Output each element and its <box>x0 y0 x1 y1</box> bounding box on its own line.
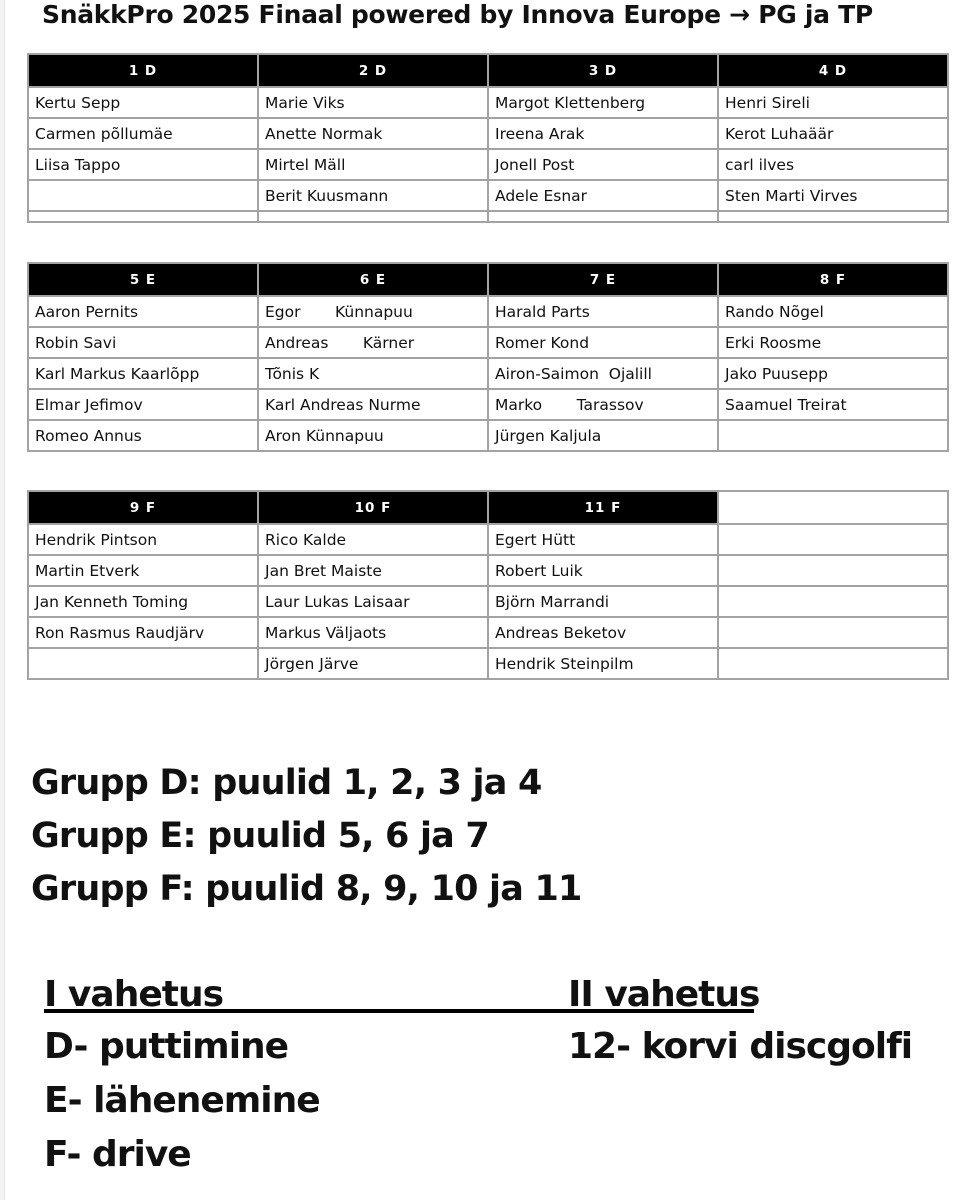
player-cell: Laur Lukas Laisaar <box>258 586 488 617</box>
player-cell: Ron Rasmus Raudjärv <box>28 617 258 648</box>
table-row <box>28 149 948 180</box>
player-cell: Berit Kuusmann <box>258 180 488 211</box>
pool-header: 11 F <box>488 491 718 524</box>
player-cell: Romer Kond <box>488 327 718 358</box>
first-shift-item-f: F- drive <box>44 1134 191 1175</box>
pool-header: 6 E <box>258 263 488 296</box>
table-row <box>28 586 948 617</box>
player-cell: Saamuel Treirat <box>718 389 948 420</box>
player-cell: Martin Etverk <box>28 555 258 586</box>
player-cell: Kertu Sepp <box>28 87 258 118</box>
group-e-line: Grupp E: puulid 5, 6 ja 7 <box>31 816 489 856</box>
table-row <box>28 118 948 149</box>
player-cell: Karl Andreas Nurme <box>258 389 488 420</box>
table-row <box>28 555 948 586</box>
player-cell: Hendrik Steinpilm <box>488 648 718 679</box>
pool-header: 1 D <box>28 54 258 87</box>
table-header-row <box>28 54 948 87</box>
table-row <box>28 389 948 420</box>
first-shift-heading: I vahetus <box>44 974 223 1015</box>
table-row <box>28 327 948 358</box>
pool-header: 4 D <box>718 54 948 87</box>
pool-table-d <box>27 53 949 223</box>
player-cell: Airon-Saimon Ojalill <box>488 358 718 389</box>
table-row <box>28 648 948 679</box>
first-shift <box>44 970 320 1182</box>
first-shift-item-e: E- lähenemine <box>44 1080 320 1121</box>
empty-cell <box>258 211 488 222</box>
pool-header: 9 F <box>28 491 258 524</box>
player-cell <box>718 420 948 451</box>
player-cell: Jan Bret Maiste <box>258 555 488 586</box>
pool-header <box>718 491 948 524</box>
player-cell: Carmen põllumäe <box>28 118 258 149</box>
table-row <box>28 617 948 648</box>
player-cell: Anette Normak <box>258 118 488 149</box>
table-row-empty <box>28 211 948 222</box>
empty-cell <box>28 211 258 222</box>
table-row <box>28 180 948 211</box>
player-cell: Adele Esnar <box>488 180 718 211</box>
table-header-row <box>28 491 948 524</box>
player-cell: Karl Markus Kaarlõpp <box>28 358 258 389</box>
player-cell: Erki Roosme <box>718 327 948 358</box>
player-cell: Harald Parts <box>488 296 718 327</box>
player-cell: Marko Tarassov <box>488 389 718 420</box>
player-cell: Marie Viks <box>258 87 488 118</box>
player-cell <box>718 586 948 617</box>
player-cell: Robert Luik <box>488 555 718 586</box>
player-cell: Sten Marti Virves <box>718 180 948 211</box>
pool-header: 3 D <box>488 54 718 87</box>
player-cell: Rando Nõgel <box>718 296 948 327</box>
page-left-edge <box>0 0 5 1200</box>
player-cell: Ireena Arak <box>488 118 718 149</box>
table-row <box>28 358 948 389</box>
player-cell: Liisa Tappo <box>28 149 258 180</box>
pool-header: 5 E <box>28 263 258 296</box>
table-header-row <box>28 263 948 296</box>
player-cell: Jürgen Kaljula <box>488 420 718 451</box>
player-cell: Elmar Jefimov <box>28 389 258 420</box>
player-cell: Andreas Beketov <box>488 617 718 648</box>
group-list <box>31 757 582 916</box>
player-cell: Jako Puusepp <box>718 358 948 389</box>
player-cell <box>718 524 948 555</box>
pool-header: 2 D <box>258 54 488 87</box>
player-cell: Aron Künnapuu <box>258 420 488 451</box>
player-cell: Jonell Post <box>488 149 718 180</box>
empty-cell <box>488 211 718 222</box>
player-cell: Margot Klettenberg <box>488 87 718 118</box>
second-shift <box>568 970 912 1074</box>
empty-cell <box>718 211 948 222</box>
player-cell <box>718 617 948 648</box>
player-cell: Kerot Luhaäär <box>718 118 948 149</box>
player-cell: Jan Kenneth Toming <box>28 586 258 617</box>
second-shift-item: 12- korvi discgolfi <box>568 1026 913 1067</box>
first-shift-item-d: D- puttimine <box>44 1026 289 1067</box>
table-row <box>28 296 948 327</box>
pool-table-e <box>27 262 949 452</box>
pool-header: 10 F <box>258 491 488 524</box>
player-cell: Egor Künnapuu <box>258 296 488 327</box>
player-cell <box>718 555 948 586</box>
player-cell <box>28 648 258 679</box>
group-f-line: Grupp F: puulid 8, 9, 10 ja 11 <box>31 869 582 909</box>
player-cell: Aaron Pernits <box>28 296 258 327</box>
player-cell: Hendrik Pintson <box>28 524 258 555</box>
player-cell: Andreas Kärner <box>258 327 488 358</box>
table-row <box>28 420 948 451</box>
player-cell: Tõnis K <box>258 358 488 389</box>
pool-header: 7 E <box>488 263 718 296</box>
player-cell: Markus Väljaots <box>258 617 488 648</box>
player-cell: Rico Kalde <box>258 524 488 555</box>
pool-header: 8 F <box>718 263 948 296</box>
table-row <box>28 524 948 555</box>
group-d-line: Grupp D: puulid 1, 2, 3 ja 4 <box>31 763 542 803</box>
second-shift-heading: II vahetus <box>568 974 760 1015</box>
player-cell: Romeo Annus <box>28 420 258 451</box>
player-cell: carl ilves <box>718 149 948 180</box>
player-cell: Henri Sireli <box>718 87 948 118</box>
player-cell: Egert Hütt <box>488 524 718 555</box>
table-row <box>28 87 948 118</box>
pool-table-f <box>27 490 949 680</box>
player-cell: Björn Marrandi <box>488 586 718 617</box>
player-cell: Mirtel Mäll <box>258 149 488 180</box>
page-title: SnäkkPro 2025 Finaal powered by Innova Europe → PG ja TP <box>42 0 873 29</box>
player-cell: Robin Savi <box>28 327 258 358</box>
player-cell <box>28 180 258 211</box>
player-cell: Jörgen Järve <box>258 648 488 679</box>
player-cell <box>718 648 948 679</box>
